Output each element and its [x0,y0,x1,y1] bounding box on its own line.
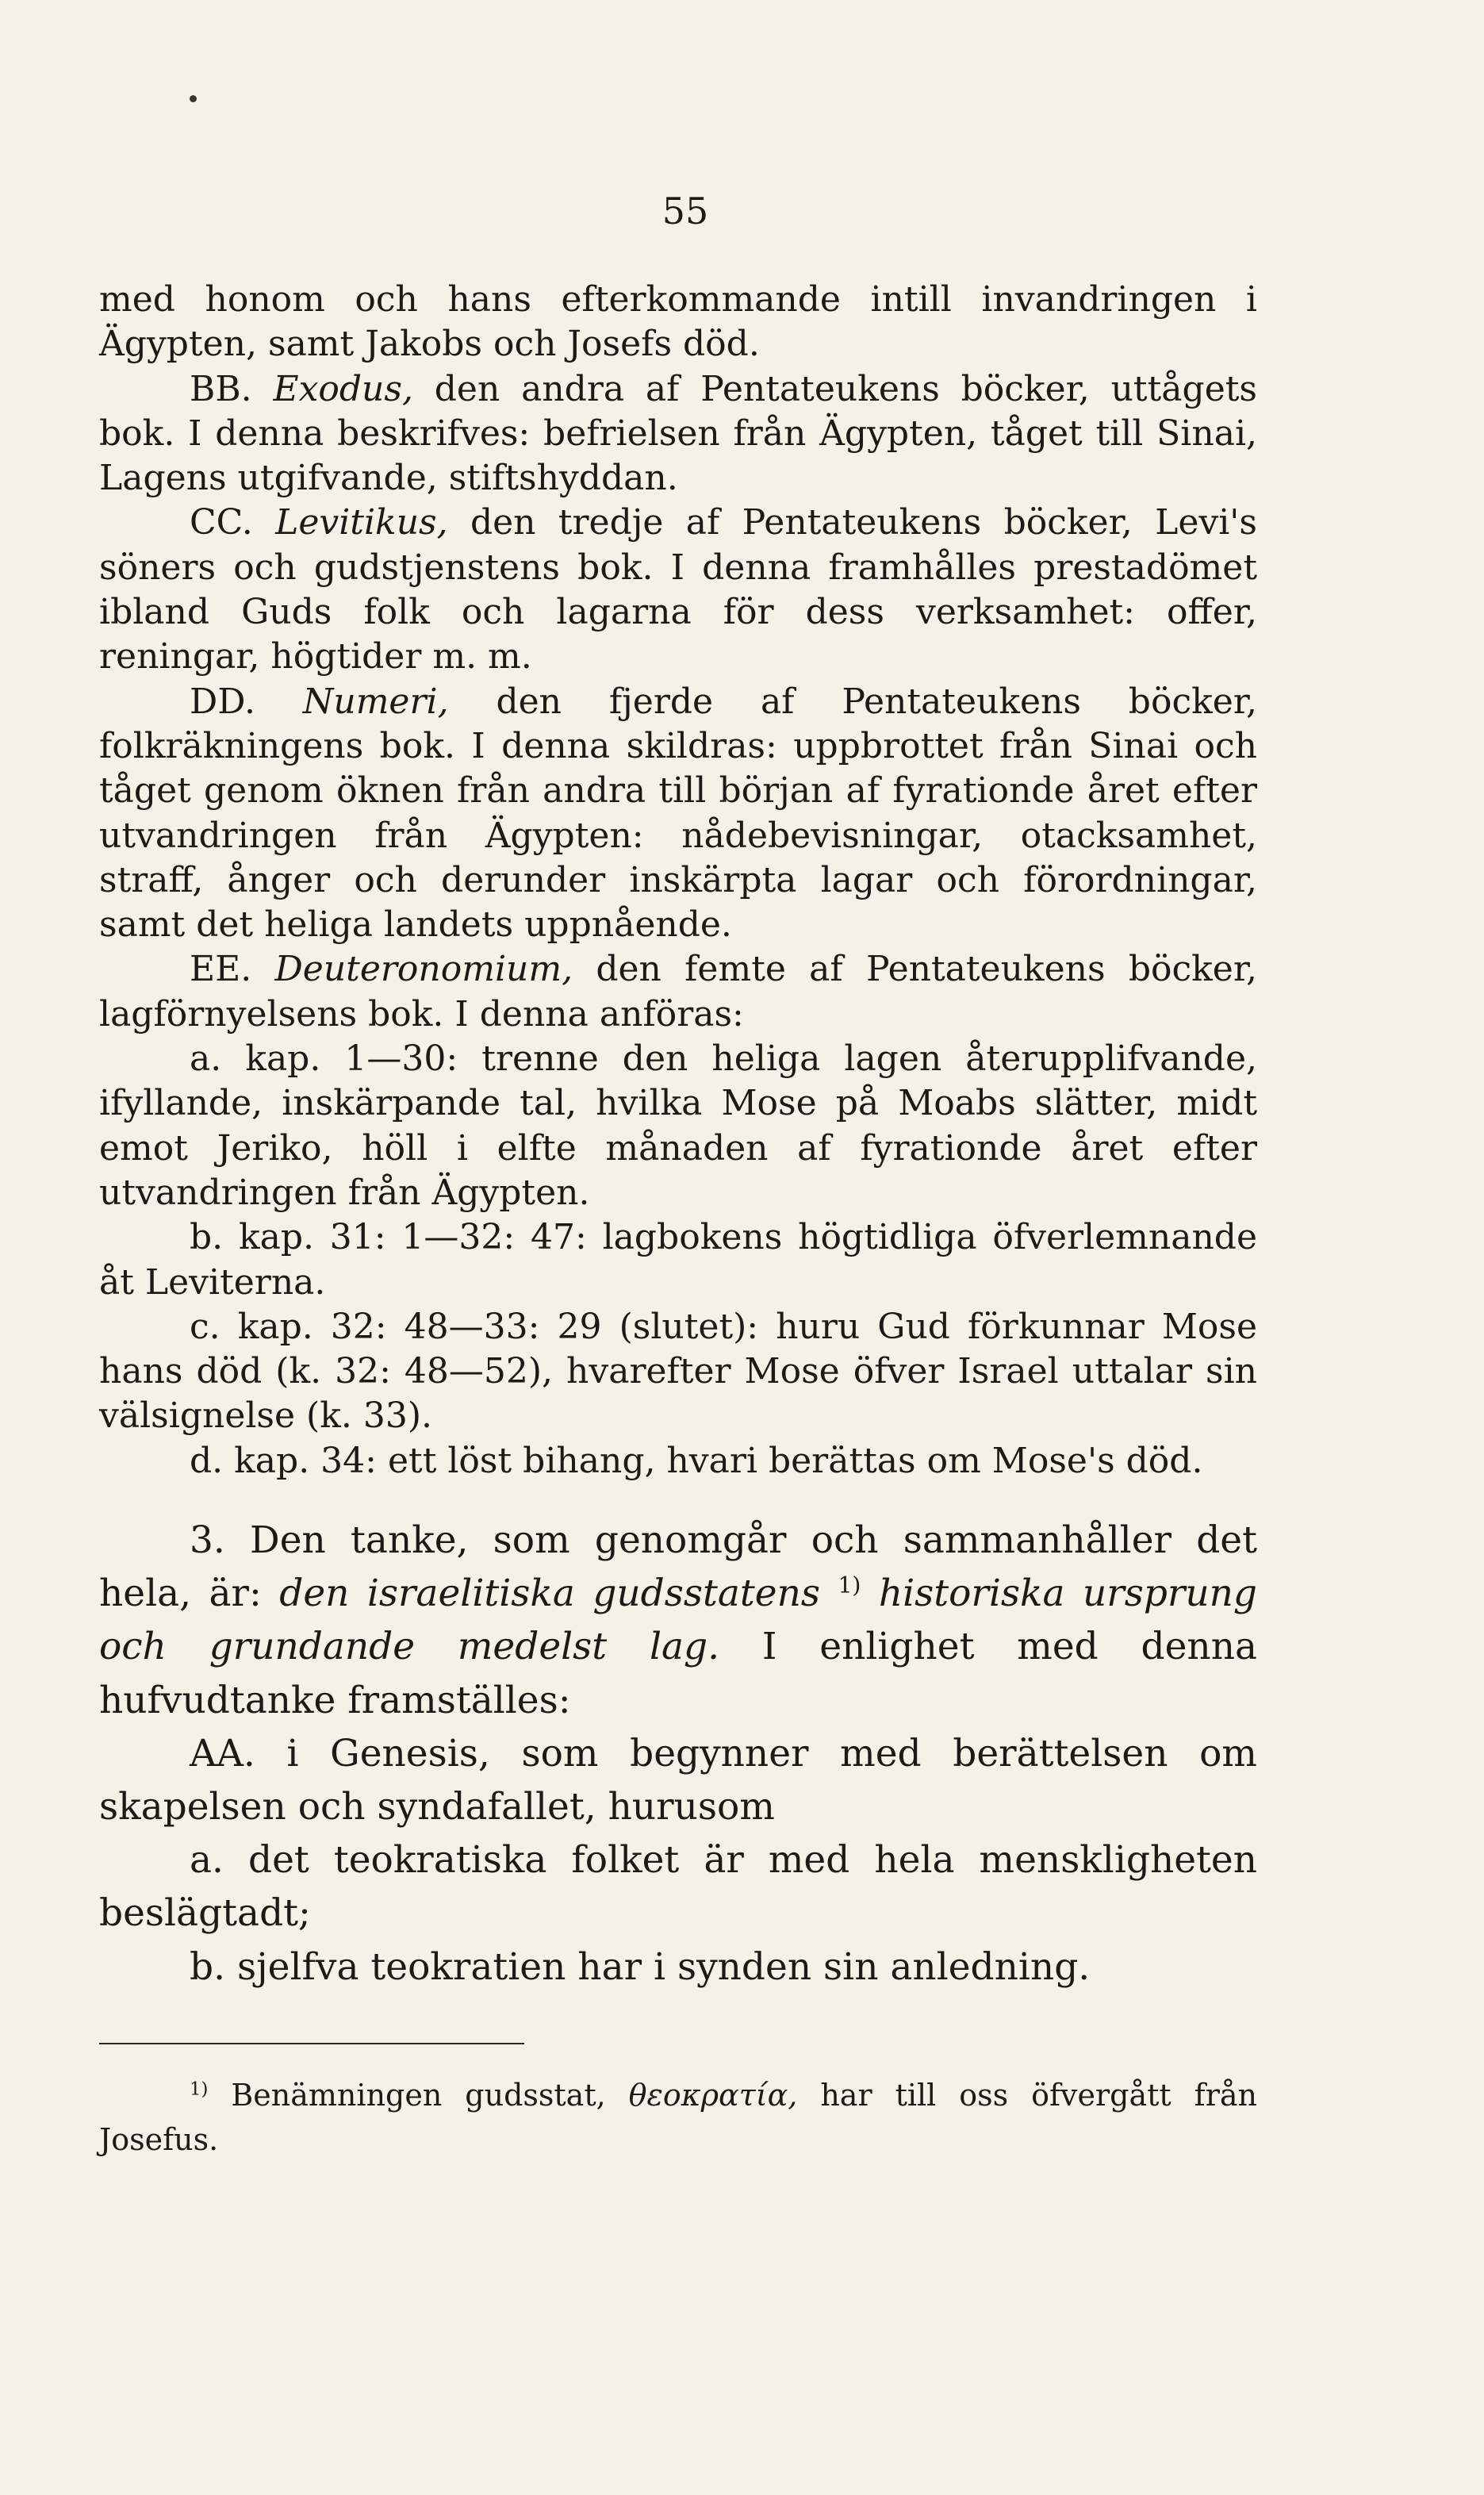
text-run: Benämningen gudsstat, [208,2077,629,2113]
text-run: har till oss öfvergått från Josefus. [99,2077,1257,2157]
text-run: den femte af Pentateukens böcker, lagförnyelsens bok. I denna anföras: [99,949,1258,1034]
italic-run: historiska ursprung och grundande medelst lag. [99,1572,1258,1669]
page-number: 55 [661,190,709,232]
paragraph [99,1940,1257,1994]
paragraph [99,1727,1257,1833]
text-run: EE. [190,949,275,990]
italic-run: Levitikus, [275,502,448,543]
text-run [820,1572,838,1615]
paragraph [99,680,1257,948]
ink-speck [190,95,197,102]
text-run [861,1572,878,1615]
text-run: DD. [190,681,303,722]
paragraph [99,947,1257,1037]
paragraph [99,278,1257,367]
text-run: a. kap. 1—30: trenne den heliga lagen återupplifvande, ifyllande, inskärpande tal, hvilka Mose på Moabs slätter, midt emot Jeriko, höll i elfte månaden af fyrationde året efter utvandringen från Ägypten. [99,1038,1257,1213]
paragraph [99,501,1257,679]
text-run: BB. [190,368,274,409]
text-run: den fjerde af Pentateukens böcker, folkräkningens bok. I denna skildras: uppbrottet från Sinai och tåget genom öknen från andra till början af fyrationde året efter utvandringen från Ägypten: nådebevisningar, otacksamhet, straff, ånger och derunder inskärpta lagar och förordningar, samt det heliga landets uppnående. [99,681,1257,946]
text-run: den tredje af Pentateukens böcker, Levi's söners och gudstjenstens bok. I denna framhålles prestadömet ibland Guds folk och lagarna för dess verksamhet: offer, reningar, högtider m. m. [99,502,1257,677]
italic-run: den israelitiska gudsstatens [279,1572,821,1616]
text-run: b. sjelfva teokratien har i synden sin anledning. [190,1944,1091,1989]
footnote-divider [99,2043,524,2044]
text-run: 3. Den tanke, som genomgår och sammanhåller det hela, är: [99,1518,1257,1616]
text-run: I enlighet med denna hufvudtanke framställes: [99,1625,1257,1722]
text-run: c. kap. 32: 48—33: 29 (slutet): huru Gud förkunnar Mose hans död (k. 32: 48—52), hvarefter Mose öfver Israel uttalar sin välsignelse (k. 33). [99,1306,1257,1437]
text-run: den andra af Pentateukens böcker, uttågets bok. I denna beskrifves: befrielsen från Ägypten, tåget till Sinai, Lagens utgifvande, stiftshyddan. [99,368,1257,499]
paragraph [99,1305,1257,1439]
footnote-text [99,2073,1257,2162]
paragraph [99,1514,1257,1727]
main-idea-section [99,1514,1257,1994]
text-run: CC. [190,502,276,543]
paragraph [99,1037,1257,1215]
italic-run: Exodus, [273,368,413,409]
text-run: AA. i Genesis, som begynner med berättelsen om skapelsen och syndafallet, hurusom [99,1731,1257,1829]
paragraph [99,1215,1257,1305]
footnote-marker: 1) [190,2079,209,2100]
footnote [99,2073,1257,2162]
text-run: a. det teokratiska folket är med hela menskligheten beslägtadt; [99,1838,1257,1936]
text-run: med honom och hans efterkommande intill invandringen i Ägypten, samt Jakobs och Josefs död. [99,279,1257,365]
footnote-reference: 1) [838,1572,861,1599]
text-run: b. kap. 31: 1—32: 47: lagbokens högtidliga öfverlemnande åt Leviterna. [99,1217,1257,1303]
paragraph [99,367,1257,501]
pentateuch-books-section [99,278,1257,1484]
italic-run: Deuteronomium, [274,949,573,990]
text-run: d. kap. 34: ett löst bihang, hvari berättas om Mose's död. [190,1440,1203,1481]
italic-run: Numeri, [302,681,449,722]
page-text [99,278,1257,2162]
paragraph [99,1833,1257,1940]
paragraph [99,1439,1257,1484]
italic-run: θεοκρατία, [628,2077,798,2113]
